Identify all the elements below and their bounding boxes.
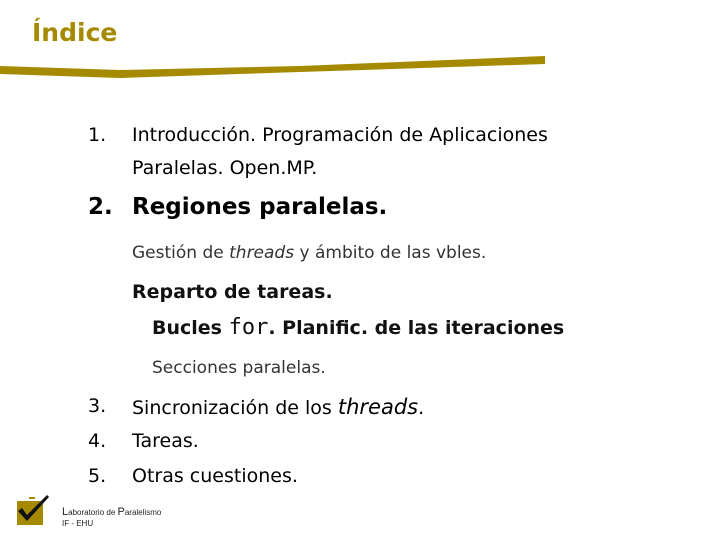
title-underline-bar	[0, 44, 560, 84]
item-text-part: .	[418, 397, 425, 419]
checkmark-box-icon	[15, 495, 51, 527]
sub-sub-item-bucles	[152, 315, 564, 340]
sub-item-text: . Planific. de las iteraciones	[268, 317, 565, 339]
lab-name	[62, 506, 161, 518]
sub-item-text: Bucles	[152, 317, 229, 339]
lab-text: aralelismo	[124, 508, 162, 517]
item-text-part: Sincronización de los	[132, 397, 338, 419]
sub-item-italic: threads	[229, 243, 295, 263]
lab-text: aboratorio de	[68, 508, 118, 517]
sub-item-text: y ámbito de las vbles.	[294, 243, 487, 263]
item-number: 4.	[88, 430, 107, 452]
item-number: 3.	[88, 395, 107, 417]
sub-item-text: Gestión de	[132, 243, 230, 263]
item-number: 5.	[88, 465, 107, 487]
lab-initial: P	[117, 506, 125, 518]
lab-initial: L	[62, 506, 69, 518]
sub-item-gestion	[132, 243, 486, 263]
item-text-line1: Introducción. Programación de Aplicaciones	[132, 124, 548, 146]
item-number: 1.	[88, 124, 107, 146]
page-title: Índice	[32, 18, 118, 47]
item-text: Otras cuestiones.	[132, 465, 298, 487]
item-text	[132, 395, 424, 419]
institution-name: IF - EHU	[62, 519, 94, 528]
item-text-italic: threads	[337, 395, 419, 419]
item-text: Regiones paralelas.	[132, 194, 388, 220]
code-text: for	[228, 315, 269, 340]
item-text-line2: Paralelas. Open.MP.	[132, 157, 318, 179]
item-text: Tareas.	[132, 430, 199, 452]
sub-sub-item-secciones: Secciones paralelas.	[152, 358, 326, 378]
sub-item-reparto: Reparto de tareas.	[132, 281, 333, 303]
item-number: 2.	[88, 194, 113, 220]
